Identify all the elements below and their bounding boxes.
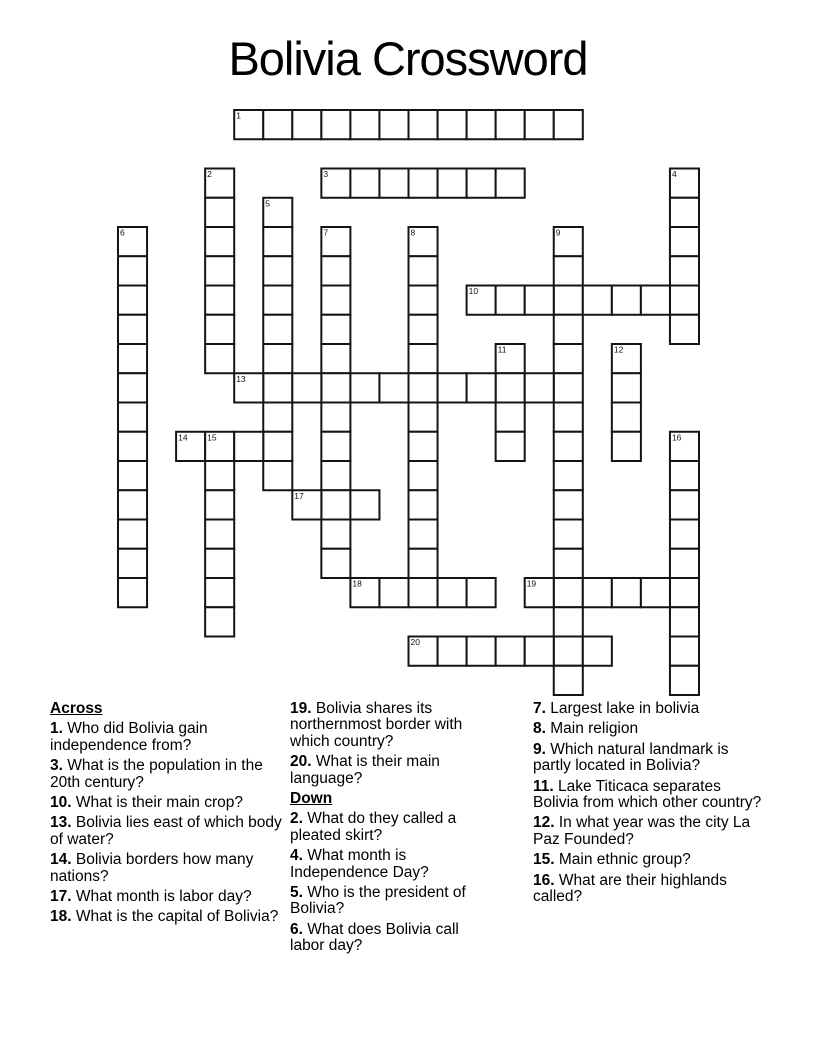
grid-cell[interactable] (321, 461, 350, 490)
clue-text: What month is labor day? (71, 888, 252, 906)
grid-cell[interactable] (118, 256, 147, 285)
clue-text: What do they called a pleated skirt? (290, 810, 457, 844)
grid-cell[interactable] (670, 490, 699, 519)
grid-cell[interactable] (554, 432, 583, 461)
clue (533, 815, 764, 848)
clue (290, 848, 494, 881)
grid-cell[interactable] (467, 637, 496, 666)
grid-cell[interactable] (118, 432, 147, 461)
grid-cell[interactable] (205, 461, 234, 490)
clue-text: Bolivia shares its northernmost border with which country? (290, 700, 463, 750)
grid-cell[interactable] (205, 286, 234, 315)
cell-number: 5 (265, 198, 270, 209)
grid-cell[interactable] (641, 286, 670, 315)
clue-number: 2. (290, 810, 303, 828)
grid-cell[interactable] (409, 549, 438, 578)
clue (290, 885, 494, 918)
cell-number: 1 (236, 110, 241, 121)
grid-cell[interactable] (670, 607, 699, 636)
grid-cell[interactable] (205, 198, 234, 227)
clue (533, 852, 764, 868)
grid-cell[interactable] (118, 403, 147, 432)
grid-cell[interactable] (263, 110, 292, 139)
grid-cell[interactable] (118, 461, 147, 490)
clue-column-right (533, 701, 764, 909)
grid-cell[interactable] (409, 344, 438, 373)
grid-cell[interactable] (438, 169, 467, 198)
grid-cell[interactable] (554, 520, 583, 549)
grid-cell[interactable] (583, 286, 612, 315)
grid-cell[interactable] (409, 461, 438, 490)
cell-number: 9 (555, 227, 561, 238)
grid-cell[interactable] (554, 549, 583, 578)
clue (290, 811, 494, 844)
clue-text: Largest lake in bolivia (545, 700, 700, 717)
clue-text: Main ethnic group? (554, 851, 691, 869)
cell-number: 4 (671, 169, 677, 180)
grid-cell[interactable] (554, 461, 583, 490)
clue-number: 7. (533, 700, 546, 717)
grid-cell[interactable] (670, 227, 699, 256)
clue-text: Who is the president of Bolivia? (290, 884, 466, 918)
cell-number: 15 (207, 432, 217, 443)
grid-cell[interactable] (496, 110, 525, 139)
clue (50, 889, 282, 905)
grid-cell[interactable] (670, 198, 699, 227)
grid-cell[interactable] (205, 607, 234, 636)
grid-cell[interactable] (554, 403, 583, 432)
clue-number: 17. (50, 888, 72, 906)
clue (290, 754, 494, 787)
grid-cell[interactable] (118, 286, 147, 315)
grid-cell[interactable] (350, 373, 379, 402)
grid-cell[interactable] (321, 256, 350, 285)
clue-text: Bolivia lies east of which body of water? (50, 814, 282, 848)
clue-text: Who did Bolivia gain independence from? (50, 720, 208, 754)
grid-cell[interactable] (118, 520, 147, 549)
grid-cell[interactable] (350, 110, 379, 139)
grid-cell[interactable] (496, 373, 525, 402)
grid-cell[interactable] (670, 461, 699, 490)
grid-cell[interactable] (496, 169, 525, 198)
clue (50, 815, 282, 848)
grid-cell[interactable] (321, 520, 350, 549)
grid-cell[interactable] (554, 666, 583, 695)
grid-cell[interactable] (438, 110, 467, 139)
grid-cell[interactable] (205, 578, 234, 607)
grid-cell[interactable] (612, 403, 641, 432)
grid-cell[interactable] (409, 520, 438, 549)
grid-cell[interactable] (263, 227, 292, 256)
clue-list-header: Down (290, 790, 333, 808)
clue-number: 10. (50, 794, 72, 812)
grid-cell[interactable] (321, 373, 350, 402)
grid-cell[interactable] (612, 373, 641, 402)
grid-cell[interactable] (467, 373, 496, 402)
grid-cell[interactable] (205, 549, 234, 578)
cell-number: 19 (526, 578, 537, 589)
clue-list-header: Across (50, 700, 103, 717)
grid-cell[interactable] (321, 432, 350, 461)
grid-cell[interactable] (641, 578, 670, 607)
cell-number: 8 (410, 227, 416, 238)
grid-cell[interactable] (409, 490, 438, 519)
grid-cell[interactable] (583, 578, 612, 607)
cell-number: 16 (671, 432, 682, 443)
grid-cell[interactable] (670, 549, 699, 578)
grid-cell[interactable] (205, 520, 234, 549)
clue-text: What is the capital of Bolivia? (71, 908, 279, 926)
cell-number: 11 (497, 344, 507, 355)
grid-cell[interactable] (118, 549, 147, 578)
clue (533, 701, 764, 717)
grid-cell[interactable] (409, 169, 438, 198)
grid-cell[interactable] (670, 520, 699, 549)
grid-cell[interactable] (525, 637, 554, 666)
clue (50, 758, 282, 791)
clue-text: What is the population in the 20th century? (50, 757, 263, 791)
grid-cell[interactable] (263, 432, 292, 461)
grid-cell[interactable] (554, 344, 583, 373)
clue-text: What are their highlands called? (533, 871, 727, 906)
grid-cell[interactable] (670, 256, 699, 285)
clue (290, 922, 494, 955)
grid-cell[interactable] (263, 256, 292, 285)
grid-cell[interactable] (554, 607, 583, 636)
clue-number: 6. (290, 920, 303, 938)
grid-cell[interactable] (409, 315, 438, 344)
clue-number: 1. (50, 720, 63, 738)
clue-text: In what year was the city La Paz Founded? (533, 814, 751, 848)
grid-cell[interactable] (409, 286, 438, 315)
grid-cell[interactable] (321, 110, 350, 139)
grid-cell[interactable] (205, 256, 234, 285)
grid-cell[interactable] (467, 578, 496, 607)
grid-cell[interactable] (554, 373, 583, 402)
grid-cell[interactable] (205, 315, 234, 344)
grid-cell[interactable] (205, 490, 234, 519)
grid-cell[interactable] (350, 169, 379, 198)
grid-cell[interactable] (205, 344, 234, 373)
clue-text: What is their main language? (290, 753, 440, 787)
cell-number: 2 (207, 169, 212, 180)
grid-cell[interactable] (554, 286, 583, 315)
clue (290, 701, 494, 750)
clue-number: 15. (533, 851, 555, 869)
grid-cell[interactable] (670, 286, 699, 315)
cell-number: 14 (178, 432, 188, 443)
clue-text: What month is Independence Day? (290, 847, 429, 881)
grid-cell[interactable] (554, 315, 583, 344)
clue-number: 5. (290, 884, 303, 902)
grid-cell[interactable] (612, 578, 641, 607)
clue-column-left (50, 701, 282, 930)
grid-cell[interactable] (438, 637, 467, 666)
grid-cell[interactable] (583, 637, 612, 666)
grid-cell[interactable] (263, 315, 292, 344)
grid-cell[interactable] (612, 286, 641, 315)
grid-cell[interactable] (234, 432, 263, 461)
grid-cell[interactable] (467, 110, 496, 139)
grid-cell[interactable] (525, 373, 554, 402)
grid-cell[interactable] (263, 373, 292, 402)
cell-number: 18 (352, 578, 362, 589)
grid-cell[interactable] (670, 637, 699, 666)
grid-cell[interactable] (263, 286, 292, 315)
grid-cell[interactable] (525, 110, 554, 139)
grid-cell[interactable] (554, 490, 583, 519)
grid-cell[interactable] (409, 110, 438, 139)
clue-number: 20. (290, 753, 312, 771)
clue-number: 12. (533, 814, 555, 832)
grid-cell[interactable] (292, 373, 321, 402)
cell-number: 6 (120, 227, 125, 238)
grid-cell[interactable] (409, 432, 438, 461)
grid-cell[interactable] (670, 315, 699, 344)
clue-text: Main religion (545, 720, 639, 738)
grid-cell[interactable] (292, 110, 321, 139)
cell-number: 10 (468, 286, 479, 297)
grid-cell[interactable] (321, 286, 350, 315)
grid-cell[interactable] (321, 344, 350, 373)
grid-cell[interactable] (496, 637, 525, 666)
clue-text: What does Bolivia call labor day? (290, 920, 459, 955)
clue-number: 19. (290, 700, 312, 717)
grid-cell[interactable] (496, 403, 525, 432)
grid-cell[interactable] (438, 373, 467, 402)
grid-cell[interactable] (379, 169, 408, 198)
clue-number: 18. (50, 908, 72, 926)
grid-cell[interactable] (118, 490, 147, 519)
clue (50, 795, 282, 811)
grid-cell[interactable] (409, 256, 438, 285)
clue (50, 721, 282, 754)
grid-cell[interactable] (118, 578, 147, 607)
grid-cell[interactable] (118, 373, 147, 402)
grid-cell[interactable] (670, 666, 699, 695)
clue-text: Bolivia borders how many nations? (50, 851, 254, 885)
clue (533, 779, 764, 812)
clue-number: 14. (50, 851, 72, 869)
grid-cell[interactable] (670, 578, 699, 607)
grid-cell[interactable] (554, 578, 583, 607)
grid-cell[interactable] (554, 256, 583, 285)
clue-number: 9. (533, 740, 546, 758)
clue-number: 3. (50, 757, 63, 775)
grid-cell[interactable] (612, 432, 641, 461)
clue-column-middle (290, 701, 494, 959)
clue (50, 852, 282, 885)
clue (533, 742, 764, 775)
grid-cell[interactable] (321, 490, 350, 519)
clue-number: 8. (533, 720, 546, 738)
clue-text: What is their main crop? (71, 794, 243, 812)
grid-cell[interactable] (263, 403, 292, 432)
grid-cell[interactable] (118, 344, 147, 373)
clue-text: Which natural landmark is partly located in Bolivia? (533, 740, 729, 775)
grid-cell[interactable] (350, 490, 379, 519)
grid-cell[interactable] (496, 432, 525, 461)
page-title: Bolivia Crossword (228, 32, 588, 85)
grid-cell[interactable] (118, 315, 147, 344)
clue-number: 13. (50, 814, 72, 832)
cell-number: 3 (323, 169, 329, 180)
grid-cell[interactable] (321, 549, 350, 578)
grid-cell[interactable] (467, 169, 496, 198)
grid-cell[interactable] (321, 315, 350, 344)
clue (50, 909, 282, 925)
grid-cell[interactable] (379, 373, 408, 402)
grid-cell[interactable] (409, 578, 438, 607)
grid-cell[interactable] (496, 286, 525, 315)
grid-cell[interactable] (409, 403, 438, 432)
grid-cell[interactable] (554, 110, 583, 139)
cell-number: 13 (236, 373, 246, 384)
crossword-grid (116, 108, 701, 698)
clue-number: 16. (533, 871, 555, 889)
cell-number: 20 (410, 637, 420, 648)
grid-cell[interactable] (379, 578, 408, 607)
grid-cell[interactable] (554, 637, 583, 666)
cell-number: 17 (294, 490, 304, 501)
grid-cell[interactable] (409, 373, 438, 402)
clue (533, 721, 764, 737)
cell-number: 12 (613, 344, 624, 355)
grid-cell[interactable] (438, 578, 467, 607)
grid-cell[interactable] (321, 403, 350, 432)
clue-text: Lake Titicaca separates Bolivia from which other country? (533, 777, 762, 812)
grid-cell[interactable] (379, 110, 408, 139)
grid-cell[interactable] (263, 461, 292, 490)
grid-cell[interactable] (205, 227, 234, 256)
grid-cell[interactable] (263, 344, 292, 373)
clue-number: 11. (533, 777, 554, 795)
cell-number: 7 (323, 227, 329, 238)
clue (533, 873, 764, 906)
clue-number: 4. (290, 847, 303, 865)
grid-cell[interactable] (525, 286, 554, 315)
